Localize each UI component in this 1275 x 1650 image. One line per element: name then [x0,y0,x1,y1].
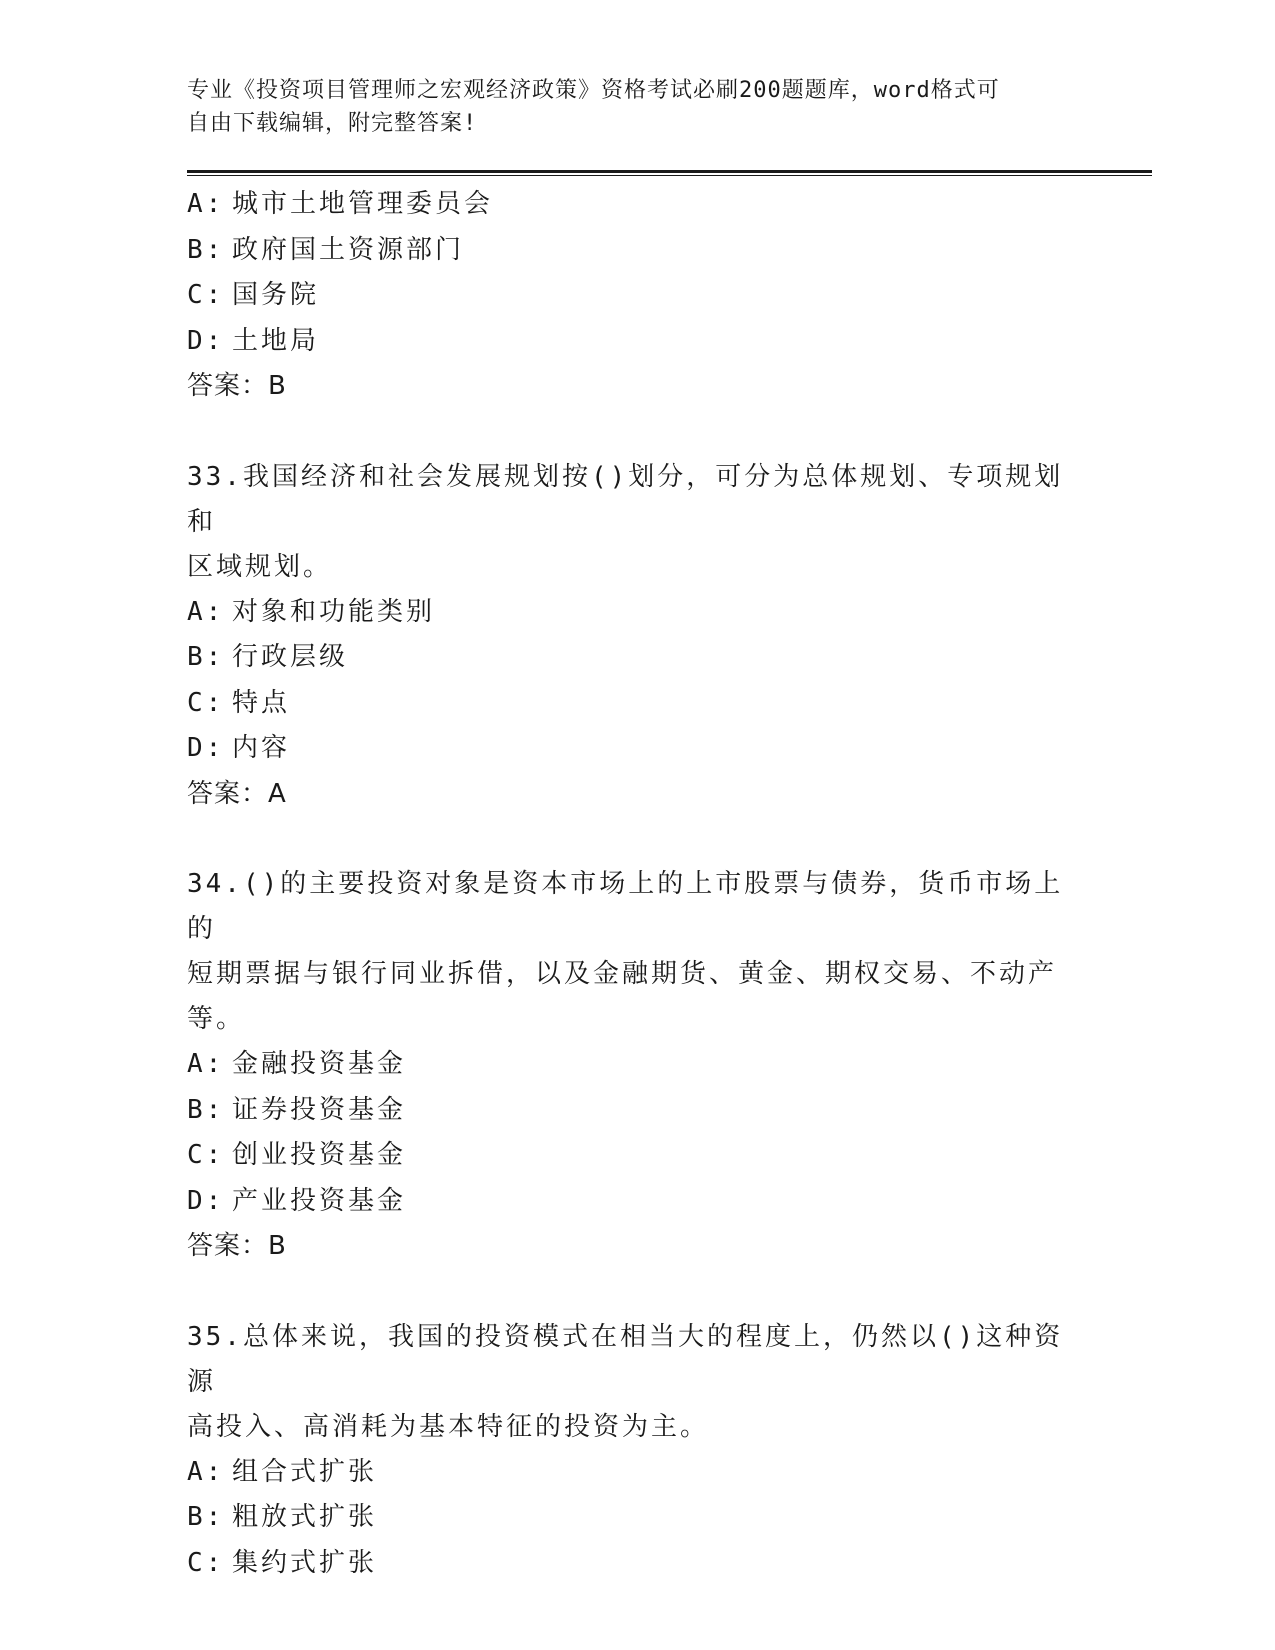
question-33-text [187,455,1067,590]
spacer [187,817,1152,862]
question-line: 区域规划。 [187,551,333,582]
option-text: 金融投资基金 [232,1049,407,1079]
answer-34: 答案：B [187,1231,287,1261]
option-text: 土地局 [232,325,320,356]
question-line: 短期票据与银行同业拆借，以及金融期货、黄金、期权交易、不动产 [187,959,1058,989]
option-34-a [187,1042,1152,1088]
spacer [187,1270,1152,1315]
option-34-d [187,1179,1152,1225]
question-line: 34.()的主要投资对象是资本市场上的上市股票与债券，货币市场上的 [187,869,1064,944]
option-text: 城市土地管理委员会 [232,189,494,219]
question-line: 35.总体来说，我国的投资模式在相当大的程度上，仍然以()这种资源 [187,1321,1064,1397]
question-35-block [187,1315,1152,1587]
header-title-line-1: 专业《投资项目管理师之宏观经济政策》资格考试必刷200题题库，word格式可 [187,78,1000,103]
option-text: 证券投资基金 [232,1094,407,1125]
option-letter: B: [187,1094,225,1125]
document-body [187,182,1152,1586]
option-letter: A: [187,189,225,219]
option-33-b [187,635,1152,681]
spacer [187,410,1152,455]
option-letter: C: [187,280,225,310]
option-letter: C: [187,687,225,718]
question-33-block [187,455,1152,818]
option-letter: B: [187,642,225,672]
option-35-c [187,1541,1152,1587]
option-33-a [187,590,1152,636]
question-line: 等。 [187,1004,246,1034]
option-text: 国务院 [232,280,320,310]
document-header [187,74,1067,140]
option-35-b [187,1495,1152,1541]
document-page [187,0,1152,1586]
option-letter: C: [187,1547,225,1578]
question-32-block [187,182,1152,410]
question-line: 33.我国经济和社会发展规划按()划分，可分为总体规划、专项规划和 [187,461,1064,537]
question-35-text [187,1315,1067,1450]
header-divider [187,170,1152,176]
option-32-d [187,319,1152,365]
option-35-a [187,1450,1152,1496]
option-letter: B: [187,234,225,265]
option-text: 集约式扩张 [232,1547,378,1578]
option-letter: D: [187,1185,225,1216]
question-line: 高投入、高消耗为基本特征的投资为主。 [187,1411,710,1442]
option-32-a [187,182,1152,228]
answer-33: 答案：A [187,778,287,809]
option-34-b [187,1088,1152,1134]
option-text: 对象和功能类别 [232,596,436,627]
option-32-c [187,273,1152,319]
option-33-c [187,681,1152,727]
option-letter: A: [187,1049,225,1079]
option-text: 组合式扩张 [232,1456,378,1487]
header-title-line-2: 自由下载编辑，附完整答案! [187,111,478,136]
option-33-d [187,726,1152,772]
option-text: 粗放式扩张 [232,1502,378,1532]
option-letter: B: [187,1502,225,1532]
option-text: 政府国土资源部门 [232,234,465,265]
question-34-block [187,862,1152,1270]
question-34-text [187,862,1067,1042]
option-text: 创业投资基金 [232,1140,407,1170]
option-letter: A: [187,1456,225,1487]
option-letter: D: [187,733,225,763]
option-text: 特点 [232,687,291,718]
option-32-b [187,228,1152,274]
answer-32: 答案：B [187,371,287,401]
option-letter: D: [187,325,225,356]
option-text: 行政层级 [232,642,349,672]
option-letter: C: [187,1140,225,1170]
option-34-c [187,1133,1152,1179]
option-text: 内容 [232,733,291,763]
option-text: 产业投资基金 [232,1185,407,1216]
option-letter: A: [187,596,225,627]
